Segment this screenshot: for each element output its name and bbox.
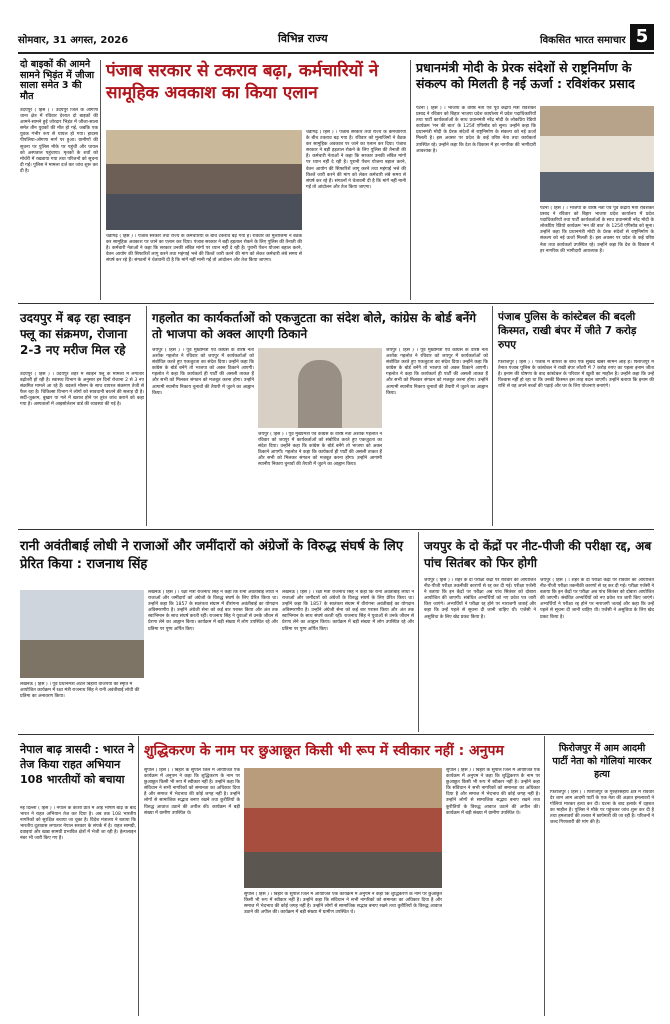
story-5-body-col3: जयपुर ( हिंस ) । पूर्व मुख्यमंत्री एवं कांग्रेस के वरिष्ठ नेता अशोक गहलोत ने रविवार को जयपुर में कार्यकर्ताओं को संबोधित करते हुए एकजुटता का संदेश दिया। उन्होंने कहा कि कांग्रेस के बोर्ड बनेंगे तो भाजपा को अक्ल ठिकाने आएगी। गहलोत ने कहा कि कार्यकर्ता ही पार्टी की असली ताकत हैं और सभी को मिलकर संगठन को मजबूत करना होगा। उन्होंने आगामी स्थानीय निकाय चुनावों की तैयारी में जुटने का आह्वान किया। xyxy=(386,348,488,396)
story-2-body-col2: चंडीगढ़ ( हिंस ) । पंजाब सरकार तथा राज्य के कर्मचारियों के बीच टकराव बढ़ गया है। रविवार को मुलाजिमों ने बैठक कर सामूहिक अवकाश पर जाने का एलान कर दिया। पंजाब सरकार ने बड़ी हड़ताल रोकने के लिए पुलिस की तैनाती की है। कर्मचारी नेताओं ने कहा कि सरकार उनकी लंबित मांगों पर ध्यान नहीं दे रही है। पुरानी पेंशन योजना बहाल करने, वेतन आयोग की सिफारिशें लागू करने तथा महंगाई भत्ते की किश्तें जारी करने की मांग को लेकर कर्मचारी लंबे समय से संघर्ष कर रहे हैं। संगठनों ने चेतावनी दी है कि मांगें नहीं मानी गईं तो आंदोलन और तेज किया जाएगा। xyxy=(306,130,406,190)
story-3-headline: प्रधानमंत्री मोदी के प्रेरक संदेशों से राष्ट्रनिर्माण के संकल्प को मिलती है नई ऊर्जा : रविशंकर प्रसाद xyxy=(416,60,635,91)
section-title: विभिन्न राज्य xyxy=(278,32,328,45)
story-3-body: पटना ( हिंस ) । भाजपा के वरिष्ठ नेता एवं पूर्व केंद्रीय मंत्री रविशंकर प्रसाद ने रविवार को बिहार भाजपा प्रदेश कार्यालय में प्रदेश पदाधिकारियों तथा पार्टी कार्यकर्ताओं के साथ प्रधानमंत्री नरेंद्र मोदी के लोकप्रिय रेडियो कार्यक्रम 'मन की बात' के 125वें एपिसोड को सुना। उन्होंने कहा कि प्रधानमंत्री मोदी के प्रेरक संदेशों से राष्ट्रनिर्माण के संकल्प को नई ऊर्जा मिलती है। इस अवसर पर प्रदेश के कई वरिष्ठ नेता तथा कार्यकर्ता उपस्थित रहे। उन्होंने कहा कि देश के विकास में हर नागरिक की भागीदारी आवश्यक है। xyxy=(416,106,536,154)
column-rule xyxy=(146,306,147,526)
story-5-body: जयपुर ( हिंस ) । पूर्व मुख्यमंत्री एवं कांग्रेस के वरिष्ठ नेता अशोक गहलोत ने रविवार को जयपुर में कार्यकर्ताओं को संबोधित करते हुए एकजुटता का संदेश दिया। उन्होंने कहा कि कांग्रेस के बोर्ड बनेंगे तो भाजपा को अक्ल ठिकाने आएगी। गहलोत ने कहा कि कार्यकर्ता ही पार्टी की असली ताकत हैं और सभी को मिलकर संगठन को मजबूत करना होगा। उन्होंने आगामी स्थानीय निकाय चुनावों की तैयारी में जुटने का आह्वान किया। xyxy=(152,348,254,396)
story-7-headline: रानी अवंतीबाई लोधी ने राजाओं और जमींदारों को अंग्रेजों के विरुद्ध संघर्ष के लिए प्रेरित किया : राजनाथ सिंह xyxy=(20,539,404,572)
story-1-headline: दो बाइकों की आमने सामने भिड़ंत में जीजा साला समेत 3 की मौत xyxy=(20,59,95,102)
column-rule xyxy=(492,306,493,526)
story-9-body: नई दिल्ली ( हिंस ) । नेपाल के कोशी प्रांत में आई भीषण बाढ़ के बाद भारत ने राहत अभियान तेज कर दिया है। अब तक 108 भारतीय नागरिकों को सुरक्षित बचाया जा चुका है। विदेश मंत्रालय ने बताया कि भारतीय दूतावास लगातार नेपाल सरकार के संपर्क में है। राहत सामग्री, दवाइयां और खाद्य सामग्री प्रभावित क्षेत्रों में भेजी जा रही है। हेल्पलाइन नंबर भी जारी किए गए हैं। xyxy=(20,806,136,842)
story-4-headline: उदयपुर में बढ़ रहा स्वाइन फ्लू का संक्रमण, रोजाना 2-3 नए मरीज मिल रहे xyxy=(20,311,131,357)
story-10-headline: शुद्धिकरण के नाम पर छुआछूत किसी भी रूप में स्वीकार नहीं : अनुपम xyxy=(144,743,504,759)
story-4-body: उदयपुर ( हिंस ) । उदयपुर शहर में स्वाइन फ्लू के मामलों में लगातार बढ़ोतरी हो रही है। स्वास्थ्य विभाग के अनुसार इन दिनों रोजाना 2 से 3 नए संक्रमित मामले आ रहे हैं। बदलते मौसम के साथ वायरल संक्रमण तेजी से फैल रहा है। चिकित्सा विभाग ने लोगों को सावधानी बरतने की सलाह दी है। सर्दी-जुकाम, बुखार या गले में खराश होने पर तुरंत जांच कराने को कहा गया है। अस्पतालों में आइसोलेशन वार्ड की व्यवस्था की गई है। xyxy=(20,372,144,408)
page-number: 5 xyxy=(630,24,654,50)
story-3-body-col2: पटना ( हिंस ) । भाजपा के वरिष्ठ नेता एवं पूर्व केंद्रीय मंत्री रविशंकर प्रसाद ने रविवार को बिहार भाजपा प्रदेश कार्यालय में प्रदेश पदाधिकारियों तथा पार्टी कार्यकर्ताओं के साथ प्रधानमंत्री नरेंद्र मोदी के लोकप्रिय रेडियो कार्यक्रम 'मन की बात' के 125वें एपिसोड को सुना। उन्होंने कहा कि प्रधानमंत्री मोदी के प्रेरक संदेशों से राष्ट्रनिर्माण के संकल्प को नई ऊर्जा मिलती है। इस अवसर पर प्रदेश के कई वरिष्ठ नेता तथा कार्यकर्ता उपस्थित रहे। उन्होंने कहा कि देश के विकास में हर नागरिक की भागीदारी आवश्यक है। xyxy=(540,206,654,254)
page-header xyxy=(18,26,654,54)
newspaper-name: विकसित भारत समाचार xyxy=(540,35,626,46)
column-rule xyxy=(544,736,545,1016)
story-7-photo xyxy=(20,590,144,678)
story-7-body-col2: लखनऊ ( हिंस ) । रक्षा मंत्री राजनाथ सिंह ने कहा कि रानी अवंतीबाई लोधी ने राजाओं और जमींदारों को अंग्रेजों के विरुद्ध संघर्ष के लिए प्रेरित किया था। उन्होंने कहा कि 1857 के स्वतंत्रता संग्राम में वीरांगना अवंतीबाई का योगदान अविस्मरणीय है। उन्होंने अंग्रेजी सेना को कई बार परास्त किया और अंत तक स्वाभिमान के साथ संघर्ष करती रहीं। राजनाथ सिंह ने युवाओं से उनके जीवन से प्रेरणा लेने का आह्वान किया। कार्यक्रम में बड़ी संख्या में लोग उपस्थित रहे और प्रतिमा पर पुष्प अर्पित किए। xyxy=(282,590,414,632)
story-7-caption: लखनऊ ( हिंस ) । पूर्व प्रधानमंत्री अटल बिहारी वाजपेयी की स्मृति में आयोजित कार्यक्रम में रक्षा मंत्री राजनाथ सिंह ने रानी अवंतीबाई लोधी की प्रतिमा का अनावरण किया। xyxy=(20,682,140,699)
story-5-headline: गहलोत का कार्यकर्ताओं को एकजुटता का संदेश बोले, कांग्रेस के बोर्ड बनेंगे तो भाजपा को अक्ल आएगी ठिकाने xyxy=(152,311,476,341)
story-5-body-col2: जयपुर ( हिंस ) । पूर्व मुख्यमंत्री एवं कांग्रेस के वरिष्ठ नेता अशोक गहलोत ने रविवार को जयपुर में कार्यकर्ताओं को संबोधित करते हुए एकजुटता का संदेश दिया। उन्होंने कहा कि कांग्रेस के बोर्ड बनेंगे तो भाजपा को अक्ल ठिकाने आएगी। गहलोत ने कहा कि कार्यकर्ता ही पार्टी की असली ताकत हैं और सभी को मिलकर संगठन को मजबूत करना होगा। उन्होंने आगामी स्थानीय निकाय चुनावों की तैयारी में जुटने का आह्वान किया। xyxy=(258,432,382,468)
story-8-body-col2: जयपुर ( हिंस ) । शहर के दो परीक्षा केंद्रों पर रविवार को आयोजित नीट-पीजी परीक्षा तकनीकी कारणों से रद्द कर दी गई। परीक्षा एजेंसी ने बताया कि इन केंद्रों पर परीक्षा अब पांच सितंबर को दोबारा आयोजित की जाएगी। संबंधित अभ्यर्थियों को नए प्रवेश पत्र जारी किए जाएंगे। अभ्यर्थियों ने परीक्षा रद्द होने पर नाराजगी जताई और कहा कि उन्हें पहले से सूचना दी जानी चाहिए थी। एजेंसी ने असुविधा के लिए खेद प्रकट किया है। xyxy=(540,578,654,620)
story-10-body-col3: सुपौल ( हिंस ) । बिहार के सुपौल जिले में आयोजित एक कार्यक्रम में अनुपम ने कहा कि शुद्धिकरण के नाम पर छुआछूत किसी भी रूप में स्वीकार नहीं है। उन्होंने कहा कि संविधान ने सभी नागरिकों को समानता का अधिकार दिया है और समाज में भेदभाव की कोई जगह नहीं है। उन्होंने लोगों से सामाजिक सद्भाव बनाए रखने तथा कुरीतियों के विरुद्ध आवाज उठाने की अपील की। कार्यक्रम में बड़ी संख्या में ग्रामीण उपस्थित थे। xyxy=(446,768,540,816)
column-rule xyxy=(100,60,101,300)
story-10-body-col2: सुपौल ( हिंस ) । बिहार के सुपौल जिले में आयोजित एक कार्यक्रम में अनुपम ने कहा कि शुद्धिकरण के नाम पर छुआछूत किसी भी रूप में स्वीकार नहीं है। उन्होंने कहा कि संविधान ने सभी नागरिकों को समानता का अधिकार दिया है और समाज में भेदभाव की कोई जगह नहीं है। उन्होंने लोगों से सामाजिक सद्भाव बनाए रखने तथा कुरीतियों के विरुद्ध आवाज उठाने की अपील की। कार्यक्रम में बड़ी संख्या में ग्रामीण उपस्थित थे। xyxy=(244,892,442,916)
story-1-body: उदयपुर ( हिंस ) । उदयपुर जिले के ओगणा थाना क्षेत्र में रविवार देररात दो बाइकों की आमने-सामने हुई जोरदार भिड़ंत में जीजा-साला समेत तीन युवकों की मौत हो गई, जबकि एक युवक गंभीर रूप से घायल हो गया। हादसा पीपलिया-ओगणा मार्ग पर हुआ। ग्रामीणों की सूचना पर पुलिस मौके पर पहुंची और घायल को अस्पताल पहुंचाया। मृतकों के शवों को मोर्चरी में रखवाया गया तथा परिजनों को सूचना दी गई। पुलिस ने मामला दर्ज कर जांच शुरू कर दी है। xyxy=(20,108,98,174)
column-rule xyxy=(418,532,419,732)
section-rule xyxy=(18,529,654,530)
story-2-headline: पंजाब सरकार से टकराव बढ़ा, कर्मचारियों ने सामूहिक अवकाश का किया एलान xyxy=(106,61,379,103)
story-11-headline: फिरोजपुर में आम आदमी पार्टी नेता को गोलियां मारकर हत्या xyxy=(552,743,652,780)
issue-date: सोमवार, 31 अगस्त, 2026 xyxy=(18,35,129,46)
story-3-photo xyxy=(540,106,654,202)
story-9-headline: नेपाल बाढ़ त्रासदी : भारत ने तेज किया राहत अभियान 108 भारतीयों को बचाया xyxy=(20,743,135,786)
section-rule xyxy=(18,303,654,304)
story-5-photo xyxy=(258,348,382,428)
story-10-photo xyxy=(244,768,442,888)
column-rule xyxy=(138,736,139,1016)
story-2-body: चंडीगढ़ ( हिंस ) । पंजाब सरकार तथा राज्य के कर्मचारियों के बीच टकराव बढ़ गया है। रविवार को मुलाजिमों ने बैठक कर सामूहिक अवकाश पर जाने का एलान कर दिया। पंजाब सरकार ने बड़ी हड़ताल रोकने के लिए पुलिस की तैनाती की है। कर्मचारी नेताओं ने कहा कि सरकार उनकी लंबित मांगों पर ध्यान नहीं दे रही है। पुरानी पेंशन योजना बहाल करने, वेतन आयोग की सिफारिशें लागू करने तथा महंगाई भत्ते की किश्तें जारी करने की मांग को लेकर कर्मचारी लंबे समय से संघर्ष कर रहे हैं। संगठनों ने चेतावनी दी है कि मांगें नहीं मानी गईं तो आंदोलन और तेज किया जाएगा। xyxy=(106,234,302,264)
story-11-body: फिरोजपुर ( हिंस ) । फिरोजपुर के गुरुहरसहाय क्षेत्र में रविवार देर शाम आम आदमी पार्टी के एक नेता की अज्ञात हमलावरों ने गोलियां मारकर हत्या कर दी। घटना के बाद इलाके में दहशत का माहौल है। पुलिस ने मौके पर पहुंचकर जांच शुरू कर दी है तथा हमलावरों की तलाश में छापेमारी की जा रही है। परिजनों ने जल्द गिरफ्तारी की मांग की है। xyxy=(550,790,654,826)
section-rule xyxy=(18,734,654,735)
story-8-body: जयपुर ( हिंस ) । शहर के दो परीक्षा केंद्रों पर रविवार को आयोजित नीट-पीजी परीक्षा तकनीकी कारणों से रद्द कर दी गई। परीक्षा एजेंसी ने बताया कि इन केंद्रों पर परीक्षा अब पांच सितंबर को दोबारा आयोजित की जाएगी। संबंधित अभ्यर्थियों को नए प्रवेश पत्र जारी किए जाएंगे। अभ्यर्थियों ने परीक्षा रद्द होने पर नाराजगी जताई और कहा कि उन्हें पहले से सूचना दी जानी चाहिए थी। एजेंसी ने असुविधा के लिए खेद प्रकट किया है। xyxy=(424,578,536,620)
story-10-body: सुपौल ( हिंस ) । बिहार के सुपौल जिले में आयोजित एक कार्यक्रम में अनुपम ने कहा कि शुद्धिकरण के नाम पर छुआछूत किसी भी रूप में स्वीकार नहीं है। उन्होंने कहा कि संविधान ने सभी नागरिकों को समानता का अधिकार दिया है और समाज में भेदभाव की कोई जगह नहीं है। उन्होंने लोगों से सामाजिक सद्भाव बनाए रखने तथा कुरीतियों के विरुद्ध आवाज उठाने की अपील की। कार्यक्रम में बड़ी संख्या में ग्रामीण उपस्थित थे। xyxy=(144,768,240,816)
column-rule xyxy=(410,60,411,300)
story-6-headline: पंजाब पुलिस के कांस्टेबल की बदली किस्मत, राखी बंपर में जीते 7 करोड़ रुपए xyxy=(498,311,637,351)
story-8-headline: जयपुर के दो केंद्रों पर नीट-पीजी की परीक्षा रद्द, अब पांच सितंबर को फिर होगी xyxy=(424,539,652,570)
story-7-body: लखनऊ ( हिंस ) । रक्षा मंत्री राजनाथ सिंह ने कहा कि रानी अवंतीबाई लोधी ने राजाओं और जमींदारों को अंग्रेजों के विरुद्ध संघर्ष के लिए प्रेरित किया था। उन्होंने कहा कि 1857 के स्वतंत्रता संग्राम में वीरांगना अवंतीबाई का योगदान अविस्मरणीय है। उन्होंने अंग्रेजी सेना को कई बार परास्त किया और अंत तक स्वाभिमान के साथ संघर्ष करती रहीं। राजनाथ सिंह ने युवाओं से उनके जीवन से प्रेरणा लेने का आह्वान किया। कार्यक्रम में बड़ी संख्या में लोग उपस्थित रहे और प्रतिमा पर पुष्प अर्पित किए। xyxy=(148,590,278,632)
story-6-body: फिरोजपुर ( हिंस ) । पंजाब में बारिश के बीच एक सुखद खबर सामने आई है। फिरोजपुर में तैनात पंजाब पुलिस के कांस्टेबल ने राखी बंपर लॉटरी में 7 करोड़ रुपए का पहला इनाम जीता है। इनाम की घोषणा के बाद कांस्टेबल के परिवार में खुशी का माहौल है। उन्होंने कहा कि उन्हें विश्वास नहीं हो रहा था कि उनकी किस्मत इस तरह बदल जाएगी। उन्होंने बताया कि इनाम की राशि से वह अपने बच्चों की पढ़ाई और घर के लिए योजनाएं बनाएंगे। xyxy=(498,360,654,390)
story-2-photo xyxy=(106,130,302,230)
